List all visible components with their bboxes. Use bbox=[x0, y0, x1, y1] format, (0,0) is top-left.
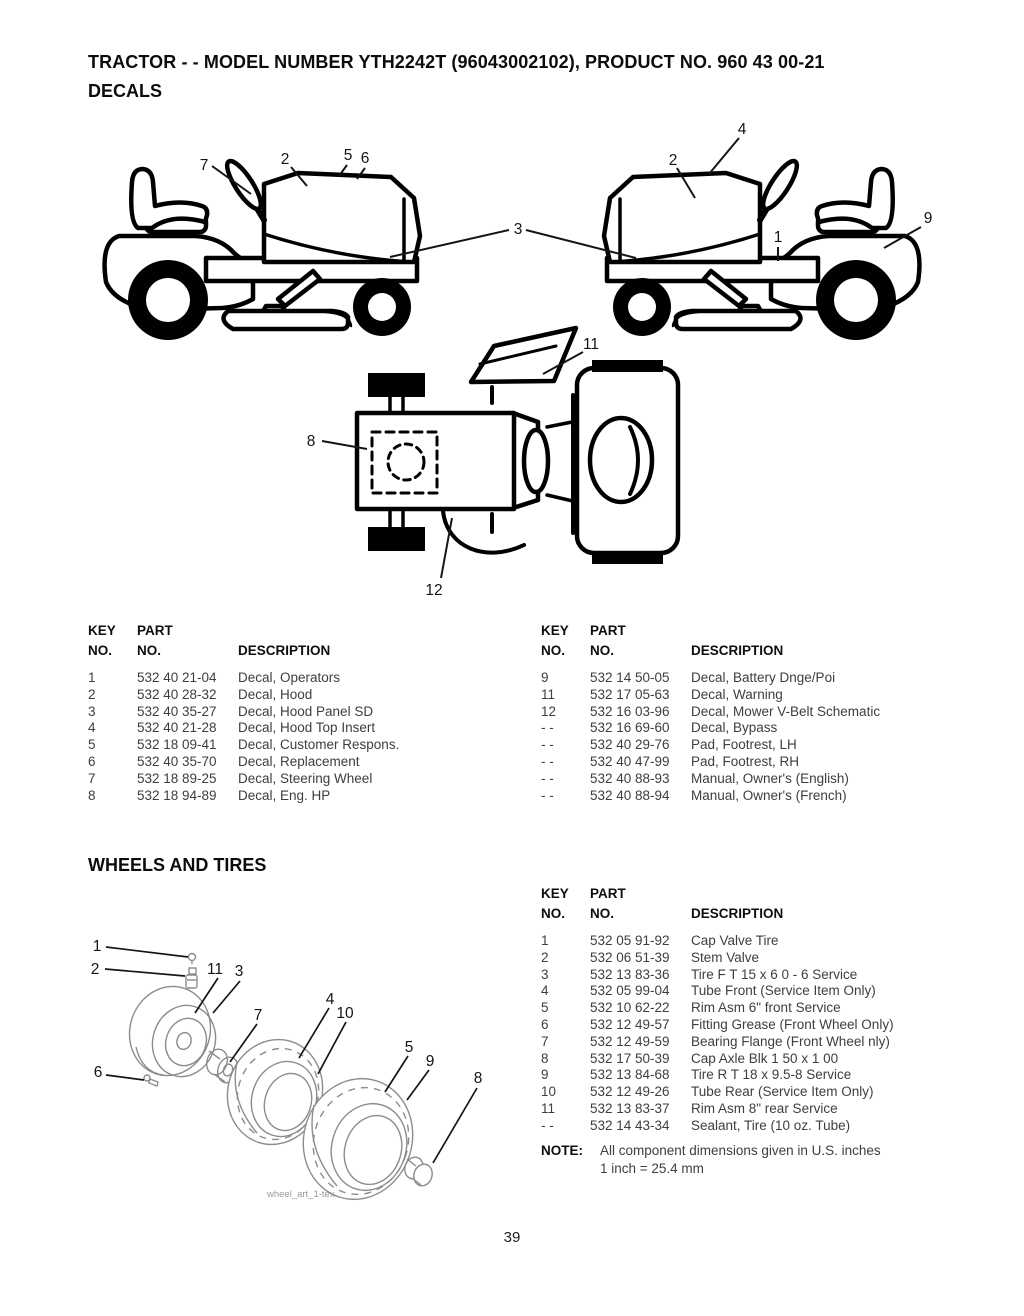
table-row bbox=[541, 967, 1016, 984]
cell-key-no: 7 bbox=[541, 1033, 549, 1049]
cell-description: Manual, Owner's (French) bbox=[691, 787, 847, 803]
cell-description: Decal, Operators bbox=[238, 670, 341, 685]
note-body bbox=[600, 1142, 881, 1178]
cell-part-no: 532 17 05-63 bbox=[590, 686, 670, 702]
cell-part-no: 532 18 09-41 bbox=[137, 737, 217, 753]
table-row bbox=[541, 1034, 1016, 1051]
cell-key-no: 8 bbox=[541, 1050, 549, 1066]
cell-key-no: 7 bbox=[88, 770, 96, 786]
callout-label: 1 bbox=[773, 229, 783, 246]
callout-label: 7 bbox=[253, 1007, 263, 1024]
cell-key-no: 1 bbox=[88, 670, 96, 685]
callout-label: 9 bbox=[923, 210, 933, 227]
callout-label: 11 bbox=[206, 961, 224, 978]
cell-part-no: 532 12 49-57 bbox=[590, 1016, 670, 1032]
cell-description: Fitting Grease (Front Wheel Only) bbox=[691, 1016, 894, 1032]
table-row bbox=[541, 1101, 1016, 1118]
cell-key-no: 11 bbox=[541, 1100, 556, 1116]
callout-label: 11 bbox=[582, 336, 600, 353]
wheel-art-watermark: wheel_art_1-tex bbox=[267, 1189, 335, 1200]
col-header-key: KEY bbox=[88, 623, 116, 638]
cell-key-no: - - bbox=[541, 1117, 554, 1133]
tractor-top-view bbox=[357, 328, 678, 564]
cell-part-no: 532 40 29-76 bbox=[590, 737, 670, 753]
table-row bbox=[541, 950, 1016, 967]
col-header-key-no: NO. bbox=[88, 643, 113, 658]
cell-description: Tire R T 18 x 9.5-8 Service bbox=[691, 1067, 852, 1083]
callout-label: 5 bbox=[404, 1039, 414, 1056]
col-header-key-no: NO. bbox=[541, 906, 566, 921]
col-header-part-no: NO. bbox=[590, 643, 615, 658]
tractor-right-side-view bbox=[604, 157, 919, 340]
table-row bbox=[88, 771, 533, 788]
table-row bbox=[541, 754, 1016, 771]
callout-label: 8 bbox=[306, 433, 316, 450]
table-row bbox=[541, 687, 1016, 704]
col-header-spacer bbox=[238, 621, 533, 641]
col-header-key-no: NO. bbox=[541, 643, 566, 658]
wheels-parts-table bbox=[541, 884, 1016, 1135]
cell-description: Decal, Mower V-Belt Schematic bbox=[691, 703, 881, 719]
cell-description: Decal, Customer Respons. bbox=[238, 737, 400, 753]
callout-label: 12 bbox=[425, 582, 443, 599]
decals-parts-table-right bbox=[541, 621, 1016, 804]
dimensions-note bbox=[541, 1142, 1001, 1178]
col-header-part: PART bbox=[590, 886, 626, 901]
cell-description: Bearing Flange (Front Wheel nly) bbox=[691, 1033, 890, 1049]
cell-part-no: 532 13 83-36 bbox=[590, 966, 670, 982]
cell-description: Decal, Battery Dnge/Poi bbox=[691, 670, 836, 685]
table-row bbox=[541, 1084, 1016, 1101]
callout-label: 9 bbox=[425, 1053, 435, 1070]
tractor-left-side-view bbox=[105, 157, 420, 340]
cell-description: Pad, Footrest, LH bbox=[691, 737, 797, 753]
cell-part-no: 532 40 35-27 bbox=[137, 703, 217, 719]
cell-key-no: - - bbox=[541, 770, 554, 786]
cell-part-no: 532 13 84-68 bbox=[590, 1067, 670, 1083]
cell-description: Sealant, Tire (10 oz. Tube) bbox=[691, 1117, 851, 1133]
table-row bbox=[541, 1067, 1016, 1084]
table-row bbox=[541, 737, 1016, 754]
col-header-key: KEY bbox=[541, 623, 569, 638]
table-row bbox=[541, 670, 1016, 687]
cell-key-no: 5 bbox=[88, 737, 96, 753]
callout-label: 4 bbox=[325, 991, 335, 1008]
table-row bbox=[541, 720, 1016, 737]
cell-key-no: 3 bbox=[88, 703, 96, 719]
callout-label: 2 bbox=[90, 961, 100, 978]
table-header bbox=[541, 621, 1016, 661]
cell-part-no: 532 14 43-34 bbox=[590, 1117, 670, 1133]
cell-part-no: 532 06 51-39 bbox=[590, 949, 670, 965]
page-number: 39 bbox=[503, 1229, 521, 1246]
table-row bbox=[88, 687, 533, 704]
col-header-part: PART bbox=[137, 623, 173, 638]
cell-key-no: 8 bbox=[88, 787, 96, 803]
note-line-1: All component dimensions given in U.S. inches bbox=[600, 1143, 881, 1158]
cell-key-no: - - bbox=[541, 737, 554, 753]
table-row bbox=[88, 670, 533, 687]
cell-part-no: 532 17 50-39 bbox=[590, 1050, 670, 1066]
cell-key-no: 2 bbox=[88, 686, 96, 702]
cell-part-no: 532 16 03-96 bbox=[590, 703, 670, 719]
cell-key-no: 11 bbox=[541, 686, 556, 702]
col-header-key: KEY bbox=[541, 886, 569, 901]
cell-part-no: 532 18 94-89 bbox=[137, 787, 217, 803]
table-row bbox=[88, 704, 533, 721]
decals-parts-table-left bbox=[88, 621, 533, 804]
callout-label: 3 bbox=[234, 963, 244, 980]
cell-description: Decal, Hood Panel SD bbox=[238, 703, 374, 719]
col-header-part-no: NO. bbox=[137, 643, 162, 658]
cell-description: Decal, Hood bbox=[238, 686, 313, 702]
table-header bbox=[541, 884, 1016, 924]
cell-part-no: 532 12 49-26 bbox=[590, 1084, 670, 1100]
cell-description: Decal, Steering Wheel bbox=[238, 770, 373, 786]
callout-label: 5 bbox=[343, 147, 353, 164]
table-row bbox=[541, 788, 1016, 805]
cell-key-no: 9 bbox=[541, 1067, 549, 1083]
cell-description: Rim Asm 8" rear Service bbox=[691, 1100, 838, 1116]
cell-description: Stem Valve bbox=[691, 949, 760, 965]
cell-description: Cap Valve Tire bbox=[691, 933, 779, 948]
cell-part-no: 532 16 69-60 bbox=[590, 720, 670, 736]
cell-part-no: 532 18 89-25 bbox=[137, 770, 217, 786]
cell-part-no: 532 14 50-05 bbox=[590, 670, 670, 685]
cell-part-no: 532 40 88-94 bbox=[590, 787, 670, 803]
table-row bbox=[541, 933, 1016, 950]
cell-part-no: 532 40 21-28 bbox=[137, 720, 217, 736]
cell-part-no: 532 40 28-32 bbox=[137, 686, 217, 702]
cell-key-no: 10 bbox=[541, 1084, 557, 1100]
note-line-2: 1 inch = 25.4 mm bbox=[600, 1161, 704, 1176]
table-row bbox=[88, 720, 533, 737]
cell-part-no: 532 12 49-59 bbox=[590, 1033, 670, 1049]
cell-part-no: 532 05 91-92 bbox=[590, 933, 670, 948]
cell-key-no: 5 bbox=[541, 1000, 549, 1016]
cell-description: Decal, Hood Top Insert bbox=[238, 720, 376, 736]
col-header-description: DESCRIPTION bbox=[238, 643, 331, 658]
table-row bbox=[541, 1051, 1016, 1068]
section-title-decals: DECALS bbox=[88, 81, 163, 101]
cell-key-no: - - bbox=[541, 787, 554, 803]
cell-key-no: 2 bbox=[541, 949, 549, 965]
callout-label: 4 bbox=[737, 121, 747, 138]
page-title: TRACTOR - - MODEL NUMBER YTH2242T (96043002102), PRODUCT NO. 960 43 00-21 bbox=[88, 52, 825, 72]
cell-part-no: 532 40 35-70 bbox=[137, 753, 217, 769]
cell-description: Decal, Warning bbox=[691, 686, 783, 702]
table-row bbox=[88, 737, 533, 754]
callout-label: 7 bbox=[199, 157, 209, 174]
cell-key-no: 1 bbox=[541, 933, 549, 948]
cell-description: Decal, Bypass bbox=[691, 720, 778, 736]
cell-description: Decal, Replacement bbox=[238, 753, 360, 769]
table-row bbox=[541, 983, 1016, 1000]
cell-description: Rim Asm 6" front Service bbox=[691, 1000, 841, 1016]
table-row bbox=[541, 704, 1016, 721]
cell-part-no: 532 13 83-37 bbox=[590, 1100, 670, 1116]
wheels-tires-diagram bbox=[118, 954, 435, 1214]
table-header bbox=[88, 621, 533, 661]
cell-part-no: 532 10 62-22 bbox=[590, 1000, 670, 1016]
col-header-spacer bbox=[691, 884, 1016, 904]
col-header-description: DESCRIPTION bbox=[691, 643, 784, 658]
col-header-spacer bbox=[691, 621, 1016, 641]
cell-part-no: 532 40 21-04 bbox=[137, 670, 217, 685]
callout-label: 2 bbox=[280, 151, 290, 168]
col-header-part: PART bbox=[590, 623, 626, 638]
cell-key-no: - - bbox=[541, 720, 554, 736]
cell-key-no: 3 bbox=[541, 966, 549, 982]
col-header-description: DESCRIPTION bbox=[691, 906, 784, 921]
cell-description: Cap Axle Blk 1 50 x 1 00 bbox=[691, 1050, 839, 1066]
note-label: NOTE: bbox=[541, 1143, 583, 1158]
callout-label: 10 bbox=[336, 1005, 354, 1022]
cell-description: Decal, Eng. HP bbox=[238, 787, 331, 803]
table-row bbox=[541, 771, 1016, 788]
cell-description: Tire F T 15 x 6 0 - 6 Service bbox=[691, 966, 858, 982]
callout-label: 6 bbox=[93, 1064, 103, 1081]
col-header-part-no: NO. bbox=[590, 906, 615, 921]
table-row bbox=[541, 1000, 1016, 1017]
cell-key-no: 9 bbox=[541, 670, 549, 685]
cell-key-no: 4 bbox=[88, 720, 96, 736]
cell-key-no: 6 bbox=[88, 753, 96, 769]
cell-key-no: 12 bbox=[541, 703, 557, 719]
cell-part-no: 532 40 88-93 bbox=[590, 770, 670, 786]
callout-label: 3 bbox=[513, 221, 523, 238]
cell-description: Tube Front (Service Item Only) bbox=[691, 983, 876, 999]
cell-part-no: 532 40 47-99 bbox=[590, 753, 670, 769]
cell-part-no: 532 05 99-04 bbox=[590, 983, 670, 999]
cell-key-no: 6 bbox=[541, 1016, 549, 1032]
callout-label: 1 bbox=[92, 938, 102, 955]
section-title-wheels: WHEELS AND TIRES bbox=[88, 855, 267, 875]
cell-key-no: 4 bbox=[541, 983, 549, 999]
table-row bbox=[88, 788, 533, 805]
table-row bbox=[541, 1118, 1016, 1135]
callout-label: 2 bbox=[668, 152, 678, 169]
table-row bbox=[541, 1017, 1016, 1034]
cell-description: Manual, Owner's (English) bbox=[691, 770, 849, 786]
table-row bbox=[88, 754, 533, 771]
cell-description: Pad, Footrest, RH bbox=[691, 753, 800, 769]
cell-description: Tube Rear (Service Item Only) bbox=[691, 1084, 874, 1100]
cell-key-no: - - bbox=[541, 753, 554, 769]
callout-label: 8 bbox=[473, 1070, 483, 1087]
callout-label: 6 bbox=[360, 150, 370, 167]
